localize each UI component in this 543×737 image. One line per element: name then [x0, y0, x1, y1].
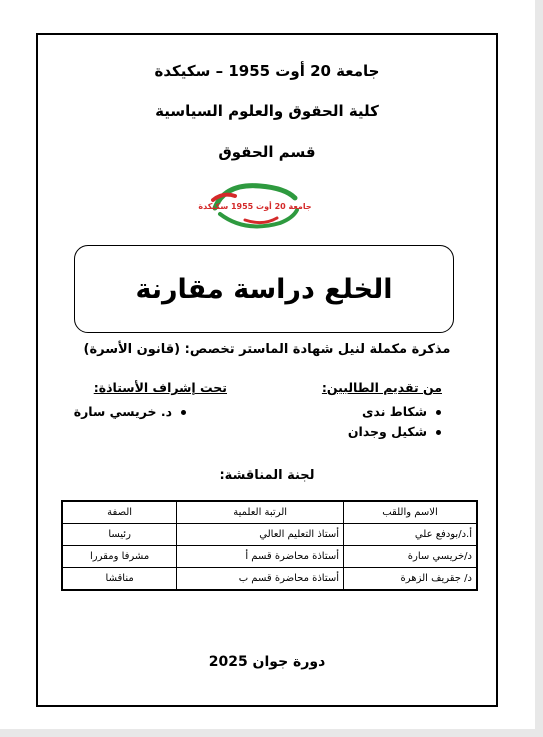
thesis-subtitle: مذكرة مكملة لنيل شهادة الماستر تخصص: (قانون الأسرة): [83, 342, 451, 357]
university-name: جامعة 20 أوت 1955 – سكيكدة: [154, 62, 380, 80]
header-role: الصفة: [62, 501, 177, 524]
member-name: د/ جقريف الزهرة: [344, 568, 477, 591]
faculty-name: كلية الحقوق والعلوم السياسية: [155, 102, 379, 120]
students-label: من تقديم الطالبين:: [321, 380, 442, 395]
student-name: شكيل وجدان: [348, 422, 443, 442]
advisor-label: تحت إشراف الأستاذة:: [93, 380, 227, 395]
table-header-row: [62, 501, 477, 524]
thesis-title: الخلع دراسة مقارنة: [135, 273, 393, 305]
logo-text: جامعة 20 أوت 1955 سكيكدة: [198, 202, 312, 211]
member-name: أ.د/بودفع علي: [344, 524, 477, 546]
students-list: [348, 402, 443, 442]
department-name: قسم الحقوق: [218, 143, 316, 161]
member-rank: أستاذ التعليم العالي: [177, 524, 344, 546]
member-rank: أستاذة محاضرة قسم ب: [177, 568, 344, 591]
advisor-list: [74, 402, 188, 422]
member-role: مشرفا ومقررا: [62, 546, 177, 568]
page-shadow-right: [535, 0, 543, 737]
committee-label: لجنة المناقشة:: [219, 468, 315, 483]
member-name: د/خريسي سارة: [344, 546, 477, 568]
member-role: مناقشا: [62, 568, 177, 591]
advisor-name: د. خريسي سارة: [74, 402, 188, 422]
student-name: شكاط ندى: [348, 402, 443, 422]
session-date: دورة جوان 2025: [208, 654, 326, 670]
header-name: الاسم واللقب: [344, 501, 477, 524]
table-row: [62, 524, 477, 546]
member-rank: أستاذة محاضرة قسم أ: [177, 546, 344, 568]
page-border: [36, 33, 498, 707]
committee-table: [61, 500, 478, 591]
thesis-title-box: [74, 245, 454, 333]
table-row: [62, 568, 477, 591]
member-role: رئيسا: [62, 524, 177, 546]
page-shadow-bottom: [0, 729, 543, 737]
table-row: [62, 546, 477, 568]
header-rank: الرتبة العلمية: [177, 501, 344, 524]
university-logo: [198, 178, 312, 233]
